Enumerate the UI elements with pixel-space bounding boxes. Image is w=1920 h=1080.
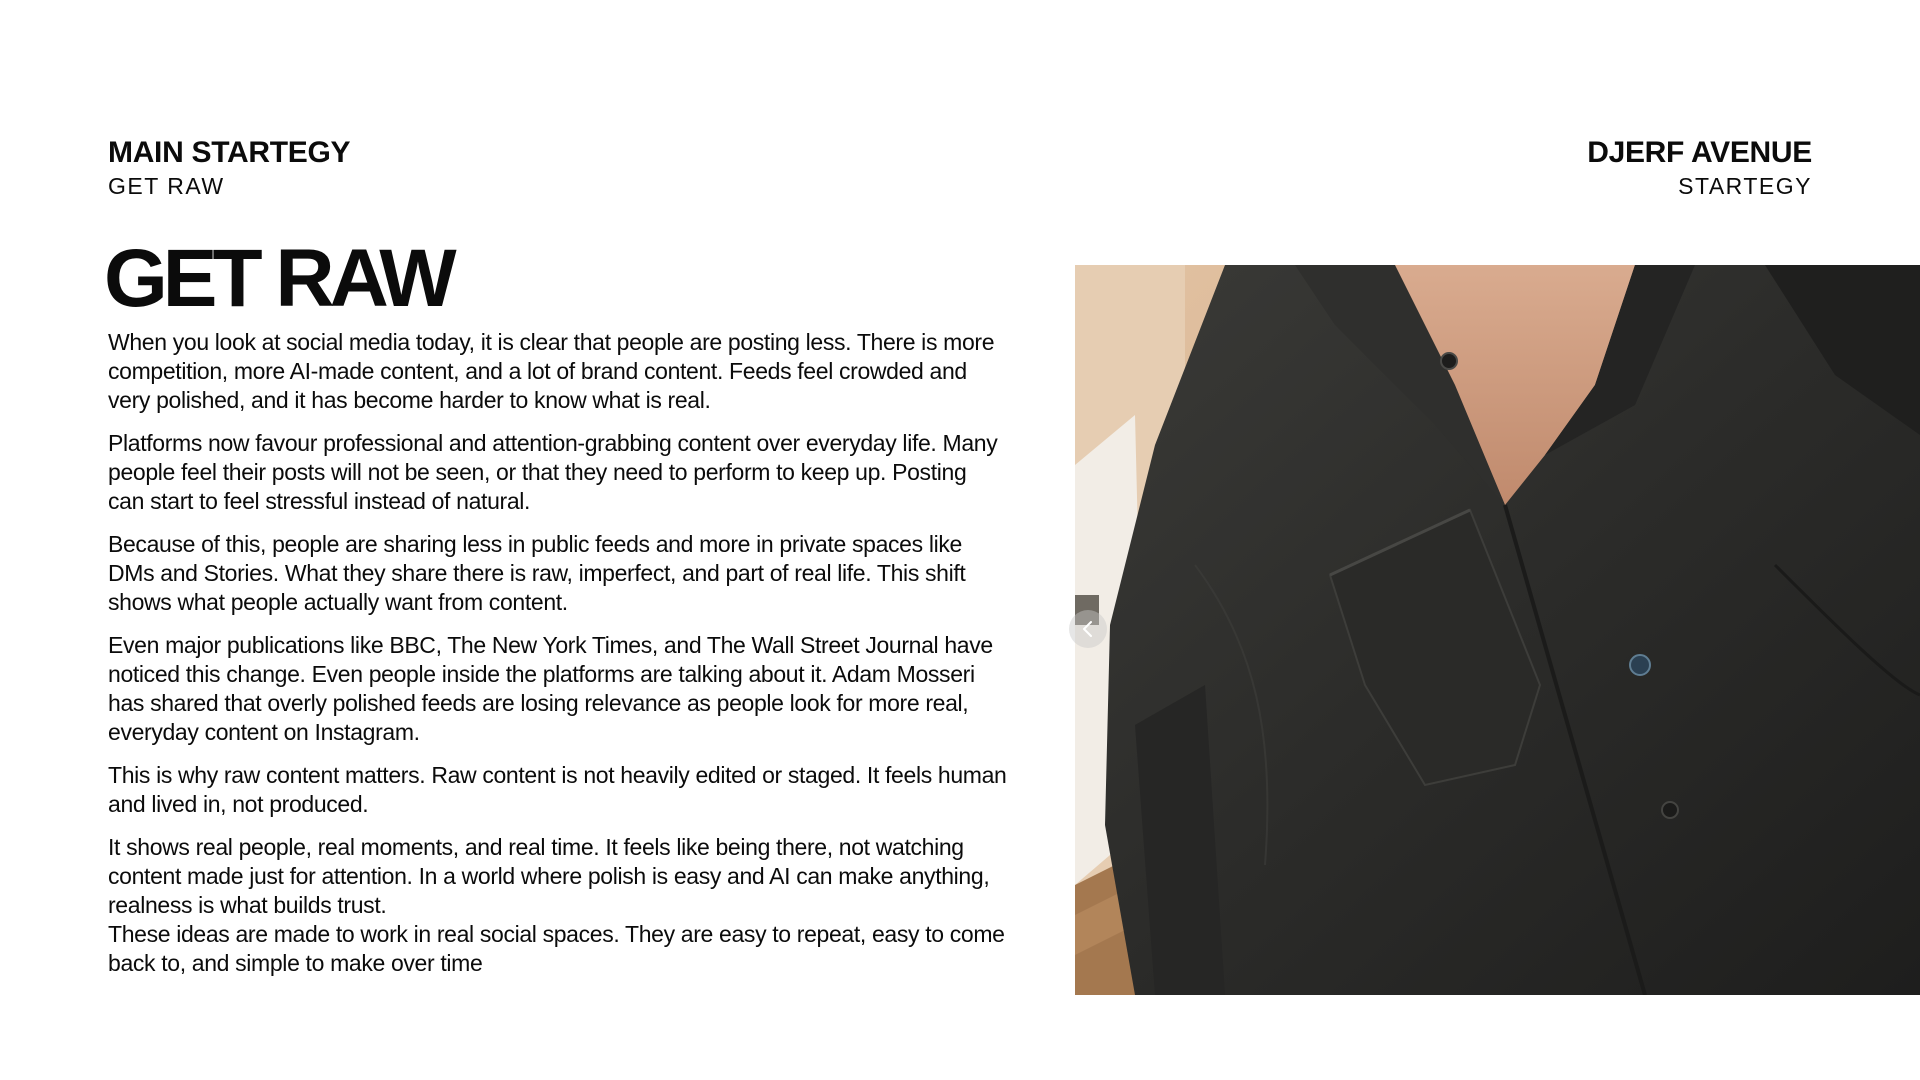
paragraph-1: When you look at social media today, it is clear that people are posting less. There is more competition, more AI-made content, and a lot of brand content. Feeds feel crowded and very polished, and it has become harder to know what is real.: [108, 329, 995, 413]
brand-subtitle: STARTEGY: [1678, 173, 1812, 199]
brand-title: DJERF AVENUE: [1587, 136, 1812, 169]
section-subtitle: GET RAW: [108, 173, 225, 199]
photo-black-shirt: [1075, 265, 1920, 995]
header-left: [108, 136, 350, 200]
paragraph-2: Platforms now favour professional and attention-grabbing content over everyday life. Many people feel their posts will not be seen, or that they need to perform to keep up. Posting can start to feel stressful instead of natural.: [108, 430, 998, 514]
paragraph-4: Even major publications like BBC, The New York Times, and The Wall Street Journal have noticed this change. Even people inside the platforms are talking about it. Adam Mosseri has shared that overly polished feeds are losing relevance as people look for more real, everyday content on Instagram.: [108, 632, 993, 745]
header-right: [1587, 136, 1812, 200]
section-title: MAIN STARTEGY: [108, 136, 351, 169]
page-headline: GET RAW: [104, 233, 452, 324]
body-text: [108, 328, 1008, 978]
chevron-left-icon: [1069, 610, 1107, 648]
carousel-prev-button[interactable]: [1069, 610, 1107, 648]
paragraph-7: These ideas are made to work in real social spaces. They are easy to repeat, easy to come back to, and simple to make over time: [108, 921, 1005, 976]
photo-illustration: [1075, 265, 1920, 995]
paragraph-5: This is why raw content matters. Raw content is not heavily edited or staged. It feels human and lived in, not produced.: [108, 762, 1007, 817]
paragraph-6: It shows real people, real moments, and real time. It feels like being there, not watching content made just for attention. In a world where polish is easy and AI can make anything, realness is what builds trust.: [108, 834, 990, 918]
paragraph-3: Because of this, people are sharing less in public feeds and more in private spaces like DMs and Stories. What they share there is raw, imperfect, and part of real life. This shift shows what people actually want from content.: [108, 531, 966, 615]
